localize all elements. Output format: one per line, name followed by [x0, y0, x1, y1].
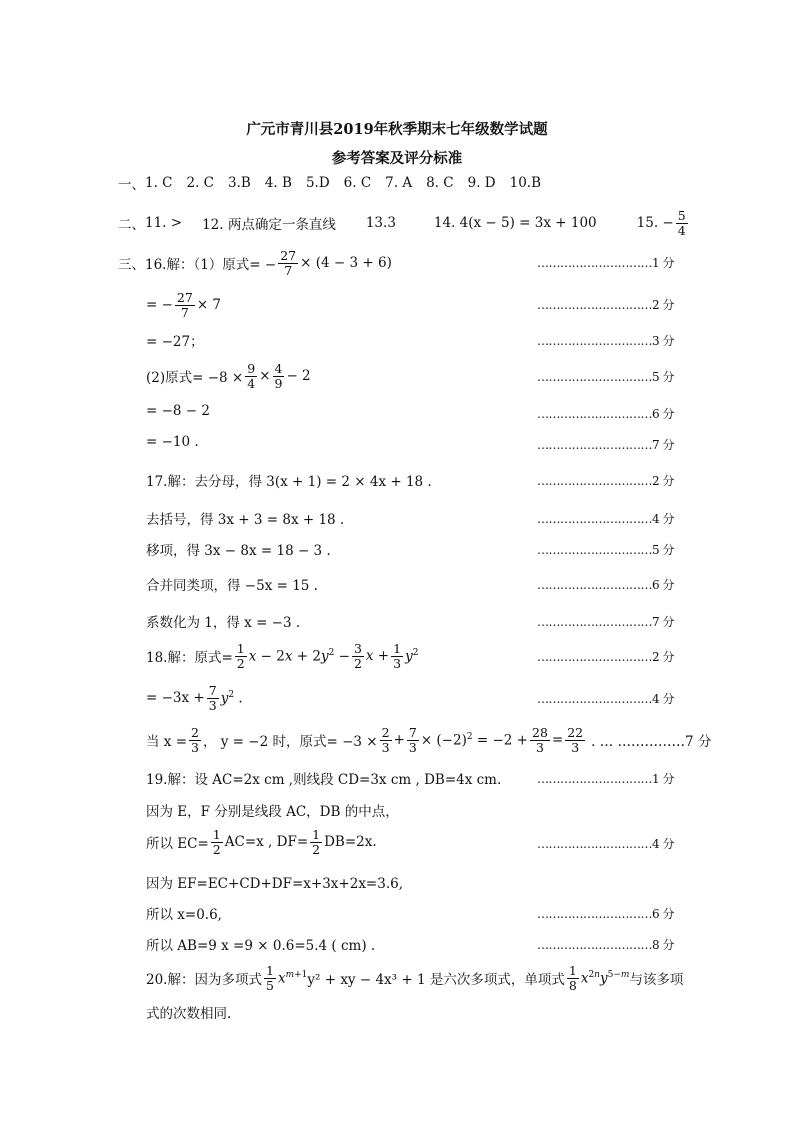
q17-score3: …………………………5 分 [537, 543, 674, 557]
section3-label: 三、 [118, 257, 145, 273]
q19-line4: 因为 EF=EC+CD+DF=x+3x+2x=3.6, [146, 876, 404, 892]
answer-8: 8. C [426, 175, 454, 191]
q17-line3: 移项，得 3x − 8x = 18 − 3 . [146, 543, 331, 559]
q19-line1: 19.解：设 AC=2x cm ,则线段 CD=3x cm , DB=4x cm. [146, 772, 502, 788]
q17-score5: …………………………7 分 [537, 615, 674, 629]
q16-score3: …………………………3 分 [537, 334, 674, 348]
answer-1: 1. C [145, 175, 173, 191]
q16-line3: = −27； [146, 334, 204, 350]
answer-12: 12. 两点确定一条直线 [202, 217, 336, 233]
q18-line2: = −3x + $\frac{7}{3}$ $y^2$ . [146, 683, 243, 713]
q16-score6: …………………………7 分 [537, 438, 674, 452]
q16-score1: …………………………1 分 [537, 256, 674, 270]
answer-15-fraction: $\frac{5}{4}$ [677, 208, 686, 238]
q16-score5: …………………………6 分 [537, 407, 674, 421]
section1-row [118, 173, 555, 193]
q19-score3: …………………………4 分 [537, 837, 674, 851]
q18-score1: …………………………2 分 [537, 650, 674, 664]
q17-score4: …………………………6 分 [537, 578, 674, 592]
q19-score1: …………………………1 分 [537, 772, 674, 786]
page-subtitle: 参考答案及评分标准 [331, 150, 463, 167]
answer-13: 13.3 [365, 215, 396, 231]
answer-4: 4. B [264, 175, 292, 191]
answer-6: 6. C [343, 175, 372, 191]
q17-line5: 系数化为 1，得 x = −3 . [146, 615, 301, 631]
q16-line2: = − $\frac{27}{7}$ × 7 [146, 290, 222, 320]
q16-line5: = −8 − 2 [146, 403, 210, 419]
answer-3: 3.B [228, 175, 251, 191]
answer-11: 11. > [145, 215, 183, 231]
q16-score4: …………………………5 分 [537, 370, 674, 384]
page-title: 广元市青川县2019年秋季期末七年级数学试题 [246, 121, 548, 138]
q19-score6: …………………………8 分 [537, 938, 674, 952]
q16-line4: (2)原式= −8 × $\frac{9}{4}$ × $\frac{4}{9}$ − 2 [146, 361, 311, 391]
q19-score5: …………………………6 分 [537, 907, 674, 921]
q20-line2: 式的次数相同. [146, 1006, 232, 1022]
answer-5: 5.D [305, 175, 330, 191]
q17-score2: …………………………4 分 [537, 512, 674, 526]
answer-10: 10.B [509, 175, 541, 191]
q19-line2: 因为 E，F 分别是线段 AC，DB 的中点， [146, 804, 399, 820]
q16-score2: …………………………2 分 [537, 298, 674, 312]
q18-score2: …………………………4 分 [537, 692, 674, 706]
section1-label: 一、 [118, 177, 145, 193]
q19-line3: 所以 EC= $\frac{1}{2}$ AC=x , DF= $\frac{1}{2}$ DB=2x. [146, 827, 377, 857]
answer-7: 7. A [385, 175, 413, 191]
q17-line1: 17.解：去分母，得 3(x + 1) = 2 × 4x + 18 . [146, 474, 432, 490]
q19-line5: 所以 x=0.6, [146, 907, 222, 923]
answer-15-prefix: 15. − [636, 215, 674, 231]
answer-14: 14. 4(x − 5) = 3x + 100 [433, 215, 597, 231]
q16-line1: 三、 16.解：（1）原式= − $\frac{27}{7}$ × (4 − 3 + 6) [118, 248, 392, 278]
section2-row [118, 203, 690, 243]
answer-2: 2. C [186, 175, 215, 191]
q17-line2: 去括号，得 3x + 3 = 8x + 18 . [146, 512, 345, 528]
q17-line4: 合并同类项，得 −5x = 15 . [146, 578, 318, 594]
q19-line6: 所以 AB=9 x =9 × 0.6=5.4 ( cm) . [146, 938, 376, 954]
q18-line1: 18.解：原式= $\frac{1}{2}$ $x - 2x + 2y^2$ − $\frac{3}{2}$ x + $\frac{1}{3}$ $y^2$ [146, 641, 419, 671]
q20-line1: 20.解：因为多项式 $\frac{1}{5}$ $x^{m+1}$ y² + xy − 4x³ + 1 是六次多项式，单项式 $\frac{1}{8}$ $x^{2n}y^{5-m}$ 与该多项 [146, 963, 684, 993]
q16-line6: = −10 . [146, 434, 199, 450]
q18-line3: 当 x = $\frac{2}{3}$ ， y = −2 时，原式= −3 × $\frac{2}{3}$ + $\frac{7}{3}$ × $(-2)^2 = -2$ + $\frac{28}{3}$ = $\frac{22}{3}$ . … ……………7 分 [146, 725, 712, 755]
q17-score1: …………………………2 分 [537, 474, 674, 488]
answer-9: 9. D [467, 175, 496, 191]
section2-label: 二、 [118, 217, 145, 233]
